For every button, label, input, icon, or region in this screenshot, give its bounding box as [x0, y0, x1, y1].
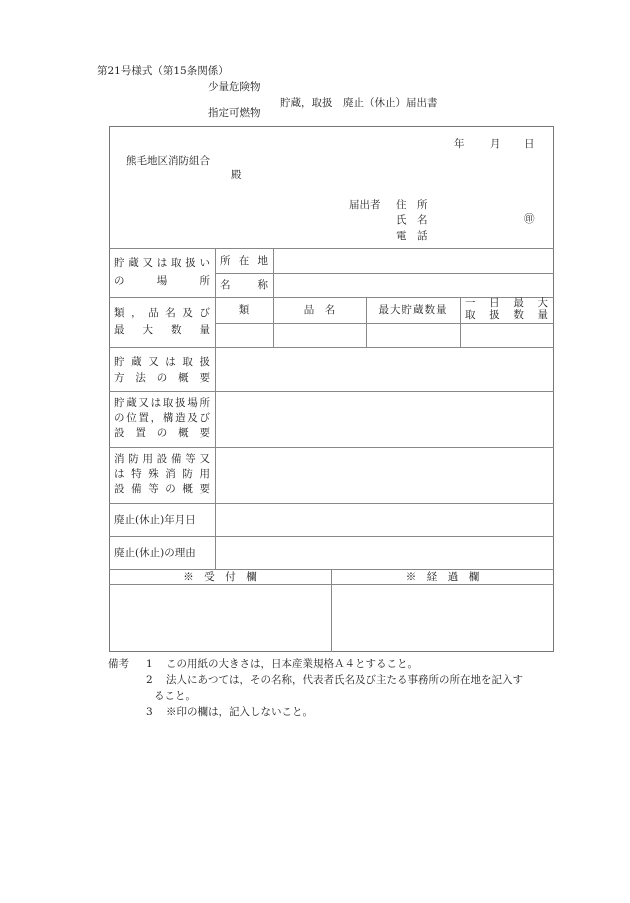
method-field[interactable]	[216, 348, 553, 391]
facility-name-sub-label: 名 称	[220, 279, 268, 291]
structure-label-line1: 貯蔵又は取扱場所	[114, 397, 210, 409]
date-year: 年	[454, 138, 465, 150]
max-storage-field[interactable]	[367, 324, 460, 347]
note-3-text: ※印の欄は，記入しないこと。	[166, 706, 313, 718]
location-label-line2: の 場 所	[114, 275, 210, 287]
name-label: 氏 名	[396, 214, 428, 226]
structure-label-line2: の位置，構造及び	[114, 412, 210, 424]
address-sub-label: 所在地	[220, 255, 268, 267]
phone-label: 電 話	[396, 230, 428, 242]
quantity-label-line2: 最大数量	[114, 324, 210, 336]
abolish-reason-label: 廃止(休止)の理由	[114, 547, 196, 559]
equipment-label-line3: 設備等の概要	[114, 483, 210, 495]
honorific: 殿	[231, 169, 242, 181]
equipment-label-line1: 消防用設備等又	[114, 453, 210, 465]
form-number: 第21号様式（第15条関係）	[97, 65, 229, 77]
col-class-header: 類	[238, 304, 250, 316]
abolish-date-label: 廃止(休止)年月日	[114, 514, 196, 526]
location-label-line1: 貯蔵又は取扱い	[114, 257, 210, 269]
col-daily-max-header-line2: 取扱数量	[465, 309, 548, 321]
address-label: 住 所	[396, 199, 428, 211]
daily-max-field[interactable]	[461, 324, 553, 347]
date-month: 月	[490, 138, 501, 150]
title-designated-combustibles: 指定可燃物	[208, 107, 261, 119]
title-small-hazardous: 少量危険物	[208, 81, 261, 93]
note-3-number: 3	[146, 706, 153, 718]
col-product-name-header: 品 名	[303, 304, 336, 316]
abolish-date-field[interactable]	[216, 504, 553, 536]
notes-heading: 備考	[108, 658, 129, 670]
reception-column-header: ※ 受 付 欄	[183, 571, 257, 583]
col-max-storage-header: 最大貯蔵数量	[378, 304, 448, 316]
date-day: 日	[524, 138, 535, 150]
note-2-number: 2	[146, 674, 153, 686]
product-name-field[interactable]	[274, 324, 366, 347]
applicant-label: 届出者	[349, 199, 381, 211]
notes-section	[108, 656, 523, 720]
form-title: 貯蔵，取扱 廃止（休止）届出書	[280, 97, 438, 109]
col-daily-max-header-line1: 一日最大	[465, 297, 548, 309]
seal-icon: ㊞	[524, 213, 535, 225]
abolish-reason-field[interactable]	[216, 537, 553, 569]
note-2-continuation: ること。	[154, 690, 196, 702]
note-1-number: 1	[146, 658, 153, 670]
note-1-text: この用紙の大きさは，日本産業規格Ａ４とすること。	[166, 658, 418, 670]
location-address-field[interactable]	[274, 249, 553, 273]
method-label-line1: 貯蔵又は取扱	[114, 356, 210, 368]
progress-column-header: ※ 経 過 欄	[405, 571, 480, 583]
progress-field	[332, 585, 553, 651]
class-field[interactable]	[216, 324, 273, 347]
equipment-field[interactable]	[216, 448, 553, 503]
method-label-line2: 方法の概要	[114, 372, 210, 384]
equipment-label-line2: は特殊消防用	[114, 468, 210, 480]
quantity-label-line1: 類，品名及び	[114, 307, 210, 319]
location-name-field[interactable]	[274, 274, 553, 297]
reception-field	[110, 585, 331, 651]
addressee: 熊毛地区消防組合	[126, 155, 210, 167]
structure-field[interactable]	[216, 392, 553, 447]
structure-label-line3: 設置の概要	[114, 427, 210, 439]
note-2-text: 法人にあつては，その名称，代表者氏名及び主たる事務所の所在地を記入す	[166, 674, 523, 686]
